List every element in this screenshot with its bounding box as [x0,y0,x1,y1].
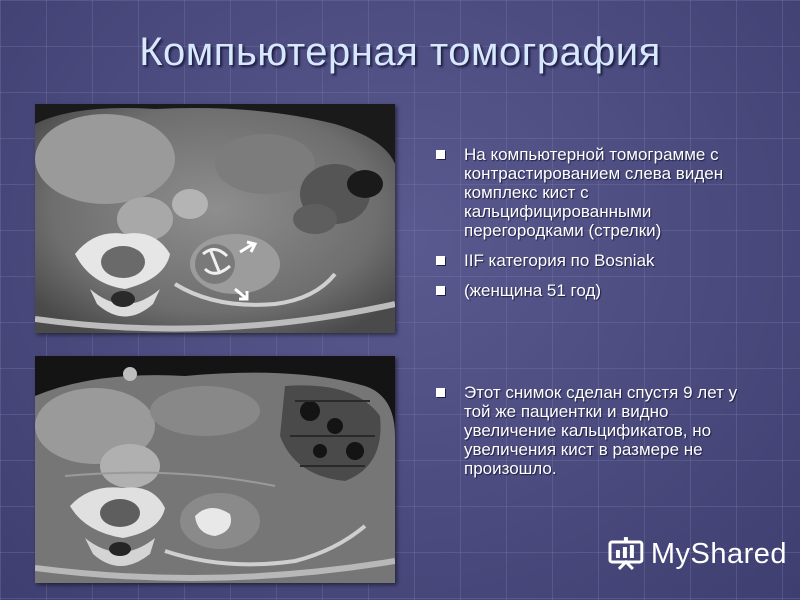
square-bullet-icon [436,388,445,397]
square-bullet-icon [436,150,445,159]
list-item [432,145,762,240]
presentation-icon [607,536,645,572]
ct-image-bottom [35,356,395,583]
square-bullet-icon [436,256,445,265]
bullet-text: (женщина 51 год) [464,281,602,300]
ct-scan-image [35,104,395,333]
watermark-text: MyShared [650,537,787,570]
slide-title: Компьютерная томография [139,30,661,74]
bullet-text: IIF категория по Bosniak [464,251,655,270]
bullet-list-bottom [432,383,762,489]
list-item [432,251,762,270]
ct-scan-image-follow-up [35,356,395,583]
list-item [432,281,762,300]
bullet-text: Этот снимок сделан спустя 9 лет у той же пациентки и видно увеличение кальцификатов, но увеличения кист в размере не произошло. [464,383,738,478]
square-bullet-icon [436,286,445,295]
bullet-text: На компьютерной томограмме с контрастированием слева виден комплекс кист с кальцифицированными перегородками (стрелки) [464,145,724,240]
watermark-logo [607,534,787,574]
bullet-list-top [432,145,762,311]
ct-image-top [35,104,395,333]
list-item [432,383,762,478]
